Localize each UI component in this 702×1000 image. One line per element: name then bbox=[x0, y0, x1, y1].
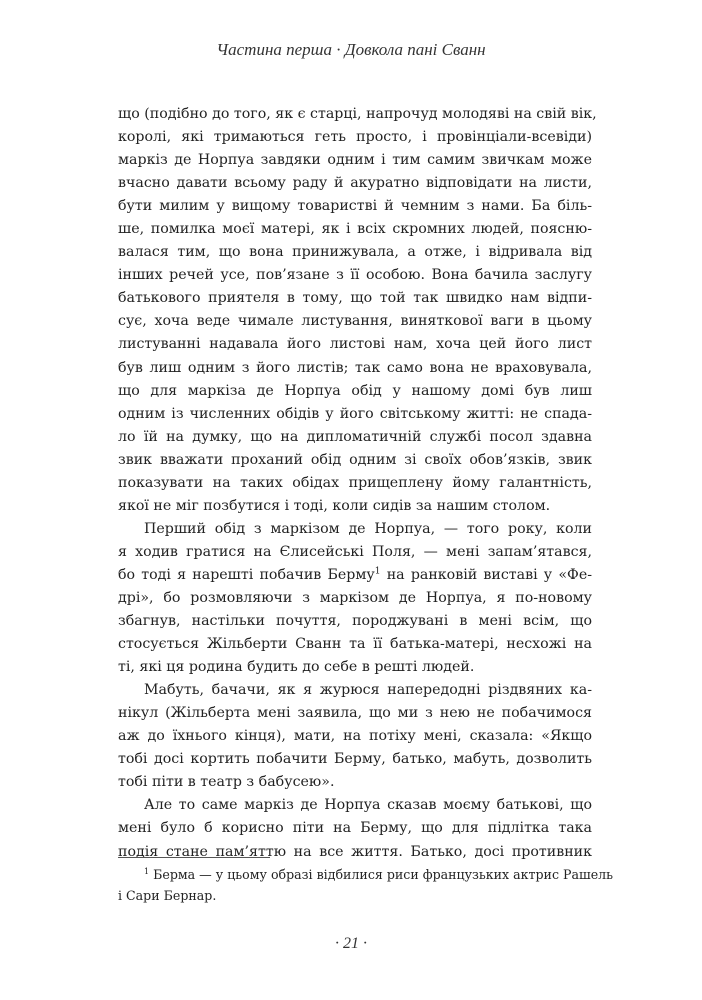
text-line: валася тим, що вона принижувала, а отже, і відривала від bbox=[118, 244, 592, 261]
paragraph-4 bbox=[118, 794, 592, 863]
text-line: що для маркіза де Норпуа обід у нашому домі був лиш bbox=[118, 382, 592, 399]
footnote bbox=[118, 864, 614, 906]
text-line: вчасно давати всьому раду й акуратно відповідати на листи, bbox=[118, 175, 592, 192]
running-head: Частина перша · Довкола пані Сванн bbox=[216, 40, 486, 59]
footnote-line: і Сари Бернар. bbox=[118, 888, 217, 903]
text-segment: на ранковій виставі у «Фе- bbox=[386, 566, 593, 583]
text-line: показувати на таких обідах прищеплену йому галантність, bbox=[118, 474, 592, 491]
paragraph-2 bbox=[118, 518, 592, 679]
footnote-divider bbox=[118, 857, 270, 858]
text-line: я ходив гратися на Єлисейські Поля, — мені запам’ятався, bbox=[118, 543, 592, 560]
text-line: був лиш одним з його листів; так само вона не враховувала, bbox=[118, 359, 592, 376]
footnote-marker: 1 bbox=[144, 866, 150, 876]
page-number: · 21 · bbox=[335, 935, 367, 952]
text-line: що (подібно до того, як є старці, напрочуд молодяві на свій вік, bbox=[118, 106, 597, 122]
text-line: ше, помилка моєї матері, як і всіх скромних людей, поясню- bbox=[118, 221, 592, 238]
text-line: інших речей усе, пов’язане з її особою. Вона бачила заслугу bbox=[118, 267, 592, 284]
text-line: бути милим у вищому товаристві й чемним з нами. Ба біль- bbox=[118, 198, 592, 215]
text-line: нікул (Жільберта мені заявила, що ми з нею не побачимося bbox=[118, 705, 592, 722]
text-line: якої не міг позбутися і тоді, коли сидів за нашим столом. bbox=[118, 497, 551, 514]
text-line: тобі досі кортить побачити Берму, батько, мабуть, дозволить bbox=[118, 751, 592, 768]
body-text bbox=[118, 103, 597, 864]
text-line: дрі», бо розмовляючи з маркізом де Норпуа, я по-новому bbox=[118, 589, 592, 606]
paragraph-1 bbox=[118, 103, 597, 518]
text-line: маркіз де Норпуа завдяки одним і тим самим звичкам може bbox=[118, 152, 592, 169]
text-line: тобі піти в театр з бабусею». bbox=[118, 774, 335, 791]
footnote-text: Берма — у цьому образі відбилися риси французьких актрис Рашель bbox=[153, 867, 614, 882]
text-segment: бо тоді я нарешті побачив Берму bbox=[118, 566, 375, 583]
text-line: подія стане пам’яттю на все життя. Батько, досі противник bbox=[118, 843, 592, 860]
text-line bbox=[118, 564, 592, 587]
text-line: одним із численних обідів у його світському житті: не спада- bbox=[118, 405, 592, 422]
text-line: сує, хоча веде чимале листування, виняткової ваги в цьому bbox=[118, 313, 592, 330]
text-line: ло їй на думку, що на дипломатичній службі посол здавна bbox=[118, 428, 592, 445]
footnote-reference[interactable]: 1 bbox=[374, 566, 381, 577]
text-line: збагнув, настільки почуття, породжувані в мені всім, що bbox=[118, 613, 592, 630]
text-line: Мабуть, бачачи, як я журюся напередодні різдвяних ка- bbox=[144, 682, 592, 699]
text-line: мені було б корисно піти на Берму, що для підлітка така bbox=[118, 820, 592, 837]
text-line: стосується Жільберти Сванн та її батька-матері, несхожі на bbox=[118, 636, 592, 653]
text-line: Перший обід з маркізом де Норпуа, — того року, коли bbox=[144, 520, 592, 537]
text-line: королі, які тримаються геть просто, і провінціали-всевіди) bbox=[118, 129, 592, 146]
text-line: звик вважати проханий обід одним зі своїх обов’язків, звик bbox=[118, 451, 592, 468]
text-line: аж до їхнього кінця), мати, на потіху мені, сказала: «Якщо bbox=[118, 728, 592, 745]
paragraph-3 bbox=[118, 679, 592, 794]
footnote-line bbox=[118, 864, 614, 885]
text-line: листуванні надавала його листові нам, хоча цей його лист bbox=[118, 336, 592, 353]
text-line: ті, які ця родина будить до себе в решті людей. bbox=[118, 659, 475, 676]
text-line: Але то саме маркіз де Норпуа сказав моєму батькові, що bbox=[144, 797, 592, 814]
text-line: батькового приятеля в тому, що той так швидко нам відпи- bbox=[118, 290, 592, 307]
